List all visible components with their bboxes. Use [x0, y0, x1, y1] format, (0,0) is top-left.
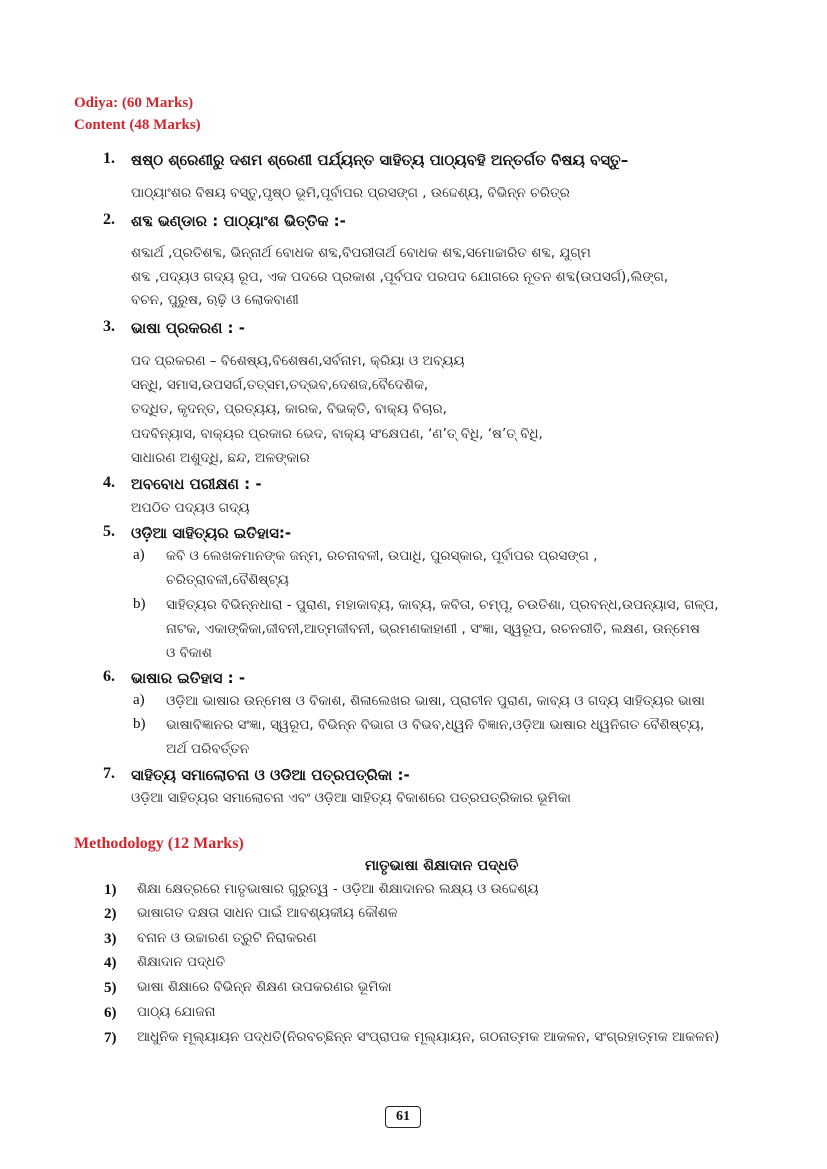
section-number: 6.: [103, 668, 115, 685]
section-text: ଶବ୍ଦାର୍ଥ ,ପ୍ରତିଶବ୍ଦ, ଭିନ୍ନାର୍ଥ ବୋଧକ ଶବ୍ଦ,ବିପରୀତାର୍ଥ ବୋଧକ ଶବ୍ଦ,ସମୋଚ୍ଚାରିତ ଶବ୍ଦ, ଯୁଗ୍ମ: [131, 245, 591, 261]
methodology-item-text: ଶିକ୍ଷାଦାନ ପଦ୍ଧତି: [137, 954, 226, 970]
methodology-item-number: 6): [104, 1005, 117, 1021]
methodology-item-text: ବନାନ ଓ ଉଚ୍ଚାରଣ ତ୍ରୁଟି ନିରାକରଣ: [137, 930, 317, 946]
sub-item-letter: b): [133, 716, 146, 732]
methodology-item-text: ପାଠ୍ୟ ଯୋଜନା: [137, 1004, 216, 1020]
section-number: 2.: [103, 211, 115, 228]
sub-item-text: ନାଟକ, ଏକାଙ୍କିକା,ଜୀବନୀ,ଆତ୍ମଜୀବନୀ, ଭ୍ରମଣକାହାଣୀ , ସଂଜ୍ଞା, ସ୍ୱରୂପ, ରଚନରୀତି, ଲକ୍ଷଣ, ଉନ୍ମେଷ: [166, 621, 700, 637]
section-text: ପାଠ୍ୟାଂଶର ବିଷୟ ବସ୍ତୁ,ପୃଷ୍ଠ ଭୂମି,ପୂର୍ବାପର ପ୍ରସଙ୍ଗ , ଉଦ୍ଦେଶ୍ୟ, ବିଭିନ୍ନ ଚରିତ୍ର: [131, 185, 570, 201]
section-number: 7.: [103, 765, 115, 782]
section-title: ଅବବୋଧ ପରୀକ୍ଷଣ : -: [131, 475, 262, 493]
section-text: ବଚନ, ପୁରୁଷ, ଋଢ଼ି ଓ ଲୋକବାଣୀ: [131, 292, 299, 308]
methodology-item-number: 1): [104, 882, 117, 898]
section-title: ଭାଷାର ଇତିହାସ : -: [131, 669, 246, 687]
methodology-item-number: 3): [104, 931, 117, 947]
sub-item-text: କବି ଓ ଲେଖକମାନଙ୍କ ଜନ୍ମ, ରଚନାବଳୀ, ଉପାଧି, ପୁରସ୍କାର, ପୂର୍ବାପର ପ୍ରସଙ୍ଗ ,: [166, 548, 598, 564]
section-number: 4.: [103, 474, 115, 491]
section-number: 5.: [103, 523, 115, 540]
methodology-heading: Methodology (12 Marks): [74, 835, 244, 852]
section-title: ଷଷ୍ଠ ଶ୍ରେଣୀରୁ ଦଶମ ଶ୍ରେଣୀ ପର୍ଯ୍ୟନ୍ତ ସାହିତ୍ୟ ପାଠ୍ୟବହି ଅନ୍ତର୍ଗତ ବିଷୟ ବସ୍ତୁ–: [131, 151, 629, 169]
content-heading: Content (48 Marks): [74, 117, 201, 133]
methodology-item-number: 7): [104, 1030, 117, 1046]
methodology-item-text: ଭାଷା ଶିକ୍ଷାରେ ବିଭିନ୍ନ ଶିକ୍ଷଣ ଉପକରଣର ଭୂମିକା: [137, 979, 392, 995]
sub-item-letter: a): [133, 547, 145, 563]
section-title: ସାହିତ୍ୟ ସମାଲୋଚନା ଓ ଓଡିଆ ପତ୍ରପତ୍ରିକା :-: [131, 766, 410, 784]
section-text: ତଦ୍ଧିତ, କୃଦନ୍ତ, ପ୍ରତ୍ୟୟ, କାରକ, ବିଭକ୍ତି, ବାକ୍ୟ ବିଚାର,: [131, 401, 447, 417]
sub-item-text: ଓ ବିକାଶ: [166, 645, 212, 661]
section-text: ଶବ୍ଦ ,ପଦ୍ୟଓ ଗଦ୍ୟ ରୂପ, ଏକ ପଦରେ ପ୍ରକାଶ ,ପୂର୍ବପଦ ପରପଦ ଯୋଗରେ ନୂତନ ଶବ୍ଦ(ଉପସର୍ଗ),ଲିଙ୍ଗ,: [131, 269, 669, 285]
methodology-subtitle: ମାତୃଭାଷା ଶିକ୍ଷାଦାନ ପଦ୍ଧତି: [365, 858, 519, 874]
sub-item-text: ସାହିତ୍ୟର ବିଭିନ୍ନଧାରା - ପୁରାଣ, ମହାକାବ୍ୟ, କାବ୍ୟ, କବିତା, ଚମ୍ପୂ, ଚଉତିଶା, ପ୍ରବନ୍ଧ,ଉପନ୍ୟାସ, ଗଳ୍ପ,: [166, 597, 719, 613]
sub-item-text: ଓଡ଼ିଆ ଭାଷାର ଉନ୍ମେଷ ଓ ବିକାଶ, ଶିଳାଲେଖର ଭାଷା, ପ୍ରାଚୀନ ପୁରାଣ, କାବ୍ୟ ଓ ଗଦ୍ୟ ସାହିତ୍ୟର ଭାଷା: [166, 693, 705, 709]
section-text: ଅପଠିତ ପଦ୍ୟଓ ଗଦ୍ୟ: [131, 500, 250, 516]
sub-item-text: ଚରିତ୍ରାବଳୀ,ବୈଶିଷ୍ଟ୍ୟ: [166, 572, 289, 588]
methodology-item-text: ଶିକ୍ଷା କ୍ଷେତ୍ରରେ ମାତୃଭାଷାର ଗୁରୁତ୍ୱ - ଓଡ଼ିଆ ଶିକ୍ଷାଦାନର ଲକ୍ଷ୍ୟ ଓ ଉଦ୍ଦେଶ୍ୟ: [137, 881, 539, 897]
section-text: ପଦ ପ୍ରକରଣ – ବିଶେଷ୍ୟ,ବିଶେଷଣ,ସର୍ବନାମ, କ୍ରିୟା ଓ ଅବ୍ୟୟ: [131, 353, 465, 369]
page-number: 61: [385, 1106, 421, 1128]
methodology-item-number: 2): [104, 906, 117, 922]
sub-item-text: ଭାଷାବିଜ୍ଞାନର ସଂଜ୍ଞା, ସ୍ୱରୂପ, ବିଭିନ୍ନ ବିଭାଗ ଓ ବିଭବ,ଧ୍ୱନି ବିଜ୍ଞାନ,ଓଡ଼ିଆ ଭାଷାର ଧ୍ୱନିଗତ ବୈଶିଷ୍ଟ୍ୟ,: [166, 717, 705, 733]
methodology-item-text: ଆଧୁନିକ ମୂଲ୍ୟାୟନ ପଦ୍ଧତି(ନିରବଚ୍ଛିନ୍ନ ସଂପ୍ରାପକ ମୂଲ୍ୟାୟନ, ଗଠନାତ୍ମକ ଆକଳନ, ସଂଗ୍ରହାତ୍ମକ ଆକଳନ): [137, 1029, 720, 1045]
section-title: ଶବ୍ଦ ଭଣ୍ଡାର : ପାଠ୍ୟାଂଶ ଭିତ୍ତିକ :-: [131, 212, 346, 230]
section-text: ଓଡ଼ିଆ ସାହିତ୍ୟର ସମାଲୋଚନା ଏବଂ ଓଡ଼ିଆ ସାହିତ୍ୟ ବିକାଶରେ ପତ୍ରପତ୍ରିକାର ଭୂମିକା: [131, 790, 571, 806]
section-number: 1.: [103, 150, 115, 167]
section-text: ପଦବିନ୍ୟାସ, ବାକ୍ୟର ପ୍ରକାର ଭେଦ, ବାକ୍ୟ ସଂକ୍ଷେପଣ, ‘ଣ’ତ୍ ବିଧି, ‘ଷ’ତ୍ ବିଧି,: [131, 426, 543, 442]
sub-item-letter: a): [133, 692, 145, 708]
section-title: ଓଡ଼ିଆ ସାହିତ୍ୟର ଇତିହାସ:-: [131, 524, 292, 542]
section-number: 3.: [103, 318, 115, 335]
section-text: ସନ୍ଧି, ସମାସ,ଉପସର୍ଗ,ତତ୍ସମ,ତଦ୍ଭବ,ଦେଶଜ,ବୈଦେଶିକ,: [131, 377, 429, 393]
methodology-item-number: 4): [104, 955, 117, 971]
methodology-item-text: ଭାଷାଗତ ଦକ୍ଷତା ସାଧନ ପାଇଁ ଆବଶ୍ୟକୀୟ କୌଶଳ: [137, 905, 398, 921]
sub-item-text: ଅର୍ଥ ପରିବର୍ତ୍ତନ: [166, 741, 250, 757]
subject-heading: Odiya: (60 Marks): [74, 95, 194, 111]
section-text: ସାଧାରଣ ଅଶୁଦ୍ଧି, ଛନ୍ଦ, ଅଳଙ୍କାର: [131, 450, 310, 466]
methodology-item-number: 5): [104, 980, 117, 996]
sub-item-letter: b): [133, 596, 146, 612]
section-title: ଭାଷା ପ୍ରକରଣ : -: [131, 319, 245, 337]
